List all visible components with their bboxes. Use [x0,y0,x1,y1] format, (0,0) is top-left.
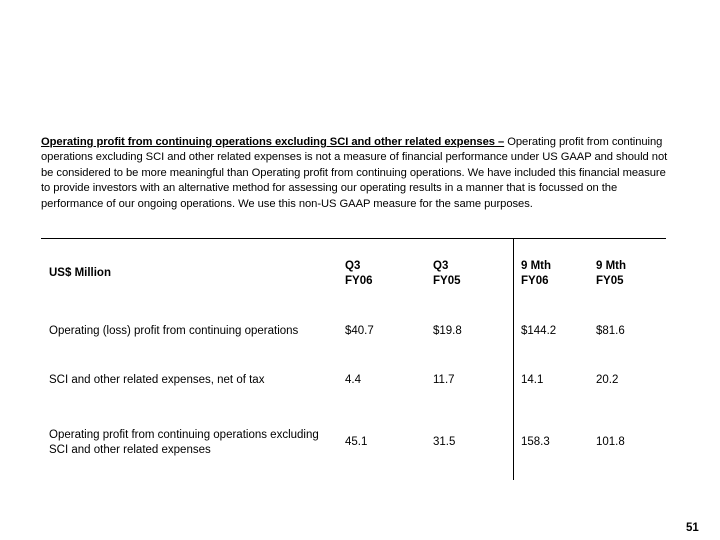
column-header-line2: FY05 [433,274,461,287]
table-cell: 20.2 [596,374,619,386]
column-header-line1: Q3 [345,260,361,272]
column-header-q3-fy06 [345,259,373,288]
table-row-label-sci-expenses: SCI and other related expenses, net of tax [49,374,265,386]
table-cell: $81.6 [596,325,625,337]
intro-paragraph [41,135,673,212]
column-header-line2: FY06 [521,274,549,287]
table-cell: 158.3 [521,436,550,448]
table-cell: 4.4 [345,374,361,386]
table-cell: $40.7 [345,325,374,337]
table-cell: 45.1 [345,436,368,448]
table-cell: 11.7 [433,374,455,386]
table-unit-label: US$ Million [49,267,111,279]
table-row-label-line2: SCI and other related expenses [49,443,211,456]
table-cell: $144.2 [521,325,557,337]
column-header-line1: 9 Mth [521,260,552,272]
column-header-line2: FY06 [345,274,373,287]
table-cell: 14.1 [521,374,544,386]
table-top-rule [41,238,666,239]
table-column-divider [513,239,514,480]
table-cell: $19.8 [433,325,462,337]
table-row-label-operating-profit-excl-sci [49,428,319,457]
page-number: 51 [686,522,699,534]
table-row-label-line1: Operating profit from continuing operations excluding [49,429,319,441]
column-header-line1: Q3 [433,260,449,272]
intro-heading: Operating profit from continuing operations excluding SCI and other related expenses – [41,136,505,148]
table-cell: 31.5 [433,436,456,448]
column-header-9mth-fy06 [521,259,551,288]
column-header-q3-fy05 [433,259,461,288]
intro-body: Operating profit from continuing operations excluding SCI and other related expenses is not a measure of financial performance under US GAAP and should not be considered to be more meaningful than Operating profit from continuing operations. We have included this financial measure to provide investors with an alternative method for assessing our operating results in a manner that is focussed on the performance of our ongoing operations. We use this non-US GAAP measure for the same purposes. [41,136,668,210]
column-header-9mth-fy05 [596,259,626,288]
table-cell: 101.8 [596,436,625,448]
table-row-label-operating-profit: Operating (loss) profit from continuing operations [49,325,299,337]
column-header-line2: FY05 [596,274,624,287]
column-header-line1: 9 Mth [596,260,627,272]
